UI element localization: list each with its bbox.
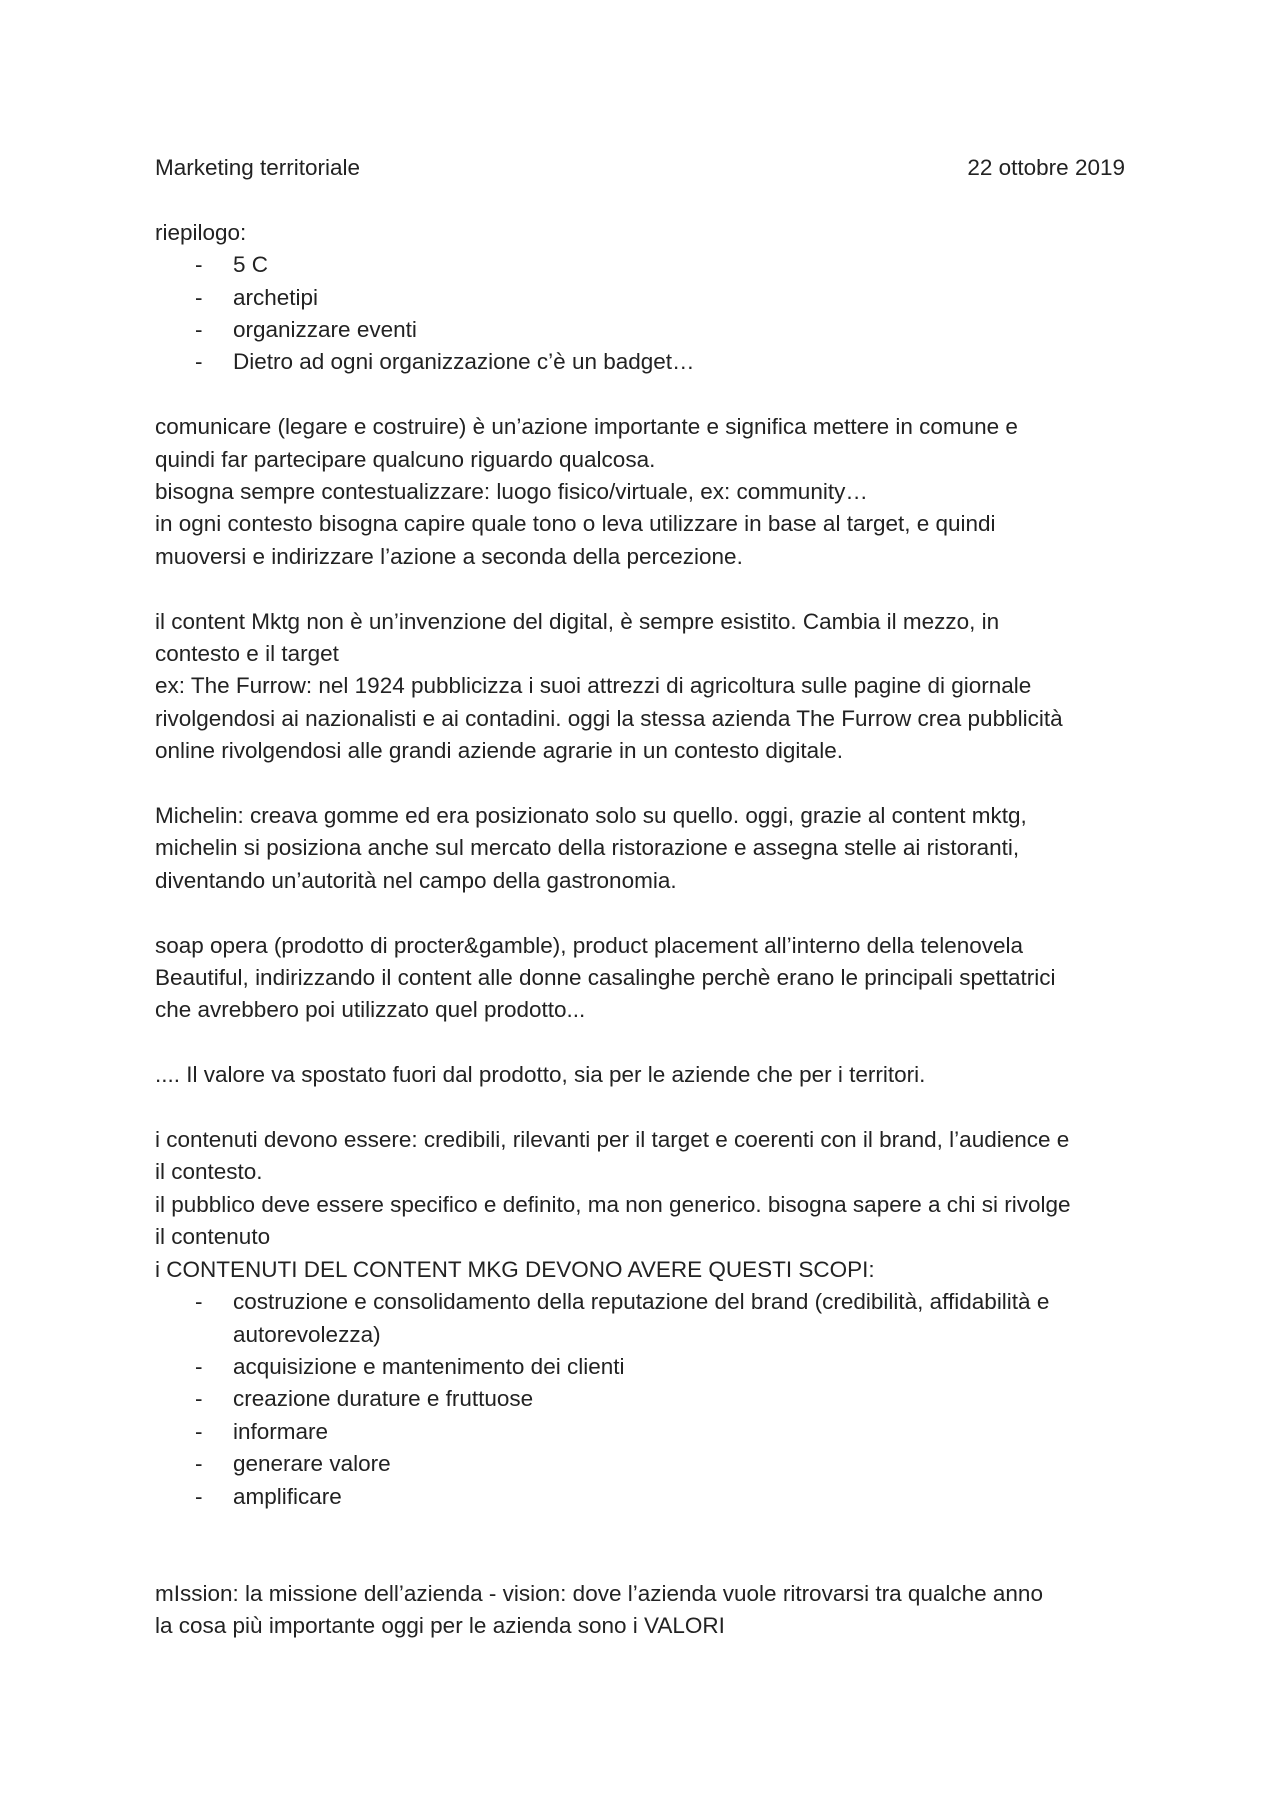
paragraph-contenuti	[155, 1124, 1125, 1513]
recap-list	[155, 249, 1125, 379]
text-line: .... Il valore va spostato fuori dal prodotto, sia per le aziende che per i territori.	[155, 1062, 926, 1088]
text-line: il pubblico deve essere specifico e definito, ma non generico. bisogna sapere a chi si rivolge	[155, 1191, 1071, 1217]
document-date: 22 ottobre 2019	[967, 155, 1125, 180]
text-line: michelin si posiziona anche sul mercato della ristorazione e assegna stelle ai ristoranti,	[155, 835, 1020, 861]
list-item: - generare valore	[155, 1448, 1125, 1480]
list-item: - 5 C	[155, 249, 1125, 281]
text-line: che avrebbero poi utilizzato quel prodotto...	[155, 997, 586, 1023]
text-line: mIssion: la missione dell’azienda - vision: dove l’azienda vuole ritrovarsi tra qualche anno	[155, 1580, 1043, 1606]
text-line: soap opera (prodotto di procter&gamble), product placement all’interno della telenovela	[155, 932, 1024, 958]
text-line: comunicare (legare e costruire) è un’azione importante e significa mettere in comune e	[155, 414, 1018, 440]
text-line: Beautiful, indirizzando il content alle donne casalinghe perchè erano le principali spettatrici	[155, 965, 1056, 991]
list-item: - creazione durature e fruttuose	[155, 1383, 1125, 1415]
scopi-list	[155, 1286, 1125, 1513]
text-line: il contesto.	[155, 1159, 263, 1185]
list-item: - acquisizione e mantenimento dei clienti	[155, 1351, 1125, 1383]
paragraph-soap-opera	[155, 930, 1125, 1027]
text-line: Michelin: creava gomme ed era posizionato solo su quello. oggi, grazie al content mktg,	[155, 803, 1027, 829]
text-line: i contenuti devono essere: credibili, rilevanti per il target e coerenti con il brand, l’audience e	[155, 1127, 1070, 1153]
text-line: bisogna sempre contestualizzare: luogo fisico/virtuale, ex: community…	[155, 479, 868, 505]
paragraph-content-mktg	[155, 606, 1125, 768]
text-line: diventando un’autorità nel campo della gastronomia.	[155, 867, 677, 893]
text-line: online rivolgendosi alle grandi aziende agrarie in un contesto digitale.	[155, 738, 843, 764]
text-line: in ogni contesto bisogna capire quale tono o leva utilizzare in base al target, e quindi	[155, 511, 996, 537]
text-line: quindi far partecipare qualcuno riguardo qualcosa.	[155, 446, 656, 472]
text-line: contesto e il target	[155, 641, 339, 667]
text-line: il contenuto	[155, 1224, 271, 1250]
list-item: - costruzione e consolidamento della reputazione del brand (credibilità, affidabilità e autorevolezza)	[155, 1286, 1125, 1351]
paragraph-michelin	[155, 800, 1125, 897]
list-item: - informare	[155, 1416, 1125, 1448]
list-item: - organizzare eventi	[155, 314, 1125, 346]
list-item: - Dietro ad ogni organizzazione c’è un badget…	[155, 346, 1125, 378]
document-page	[155, 152, 1125, 1643]
list-item: - archetipi	[155, 282, 1125, 314]
list-item: - amplificare	[155, 1481, 1125, 1513]
recap-label: riepilogo:	[155, 219, 247, 245]
document-title: Marketing territoriale	[155, 155, 361, 180]
text-line: il content Mktg non è un’invenzione del digital, è sempre esistito. Cambia il mezzo, in	[155, 608, 1000, 634]
paragraph-comunicare	[155, 411, 1125, 573]
document-header	[155, 152, 1125, 184]
text-line: rivolgendosi ai nazionalisti e ai contadini. oggi la stessa azienda The Furrow crea pubblicità	[155, 705, 1063, 731]
text-line: la cosa più importante oggi per le azienda sono i VALORI	[155, 1613, 725, 1639]
text-line: i CONTENUTI DEL CONTENT MKG DEVONO AVERE QUESTI SCOPI:	[155, 1256, 875, 1282]
text-line: muoversi e indirizzare l’azione a seconda della percezione.	[155, 543, 743, 569]
paragraph-valore	[155, 1059, 1125, 1091]
text-line: ex: The Furrow: nel 1924 pubblicizza i suoi attrezzi di agricoltura sulle pagine di giornale	[155, 673, 1032, 699]
paragraph-mission	[155, 1578, 1125, 1643]
